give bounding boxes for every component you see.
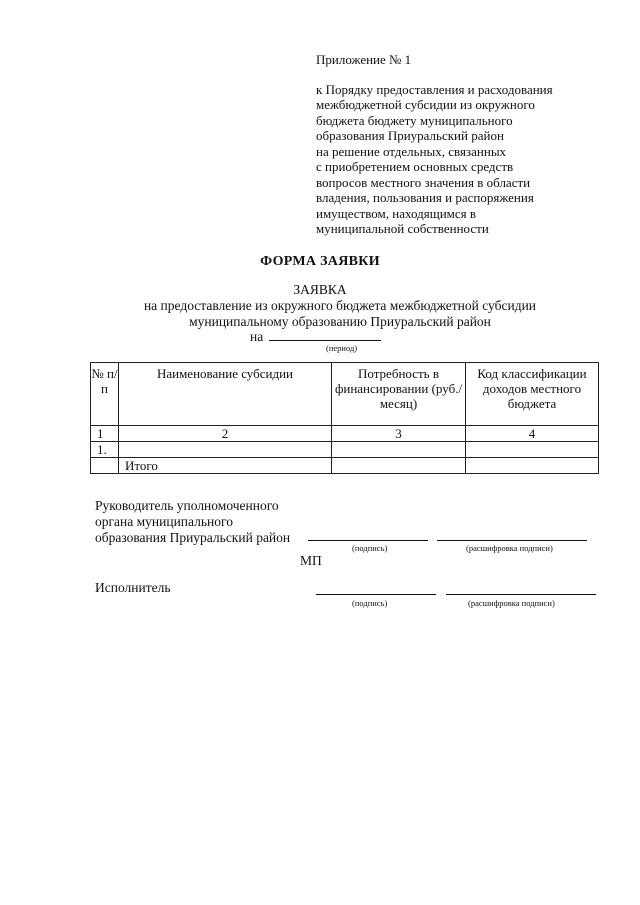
appendix-line: образования Приуральский район <box>316 128 504 143</box>
appendix-line: владения, пользования и распоряжения <box>316 190 534 205</box>
table-row <box>91 442 599 458</box>
table-cell <box>91 458 119 474</box>
appendix-line: межбюджетной субсидии из окружного <box>316 97 535 112</box>
executor-signature-caption: (подпись) <box>352 598 388 608</box>
header-funding-need: Потребность в финансировании (руб./месяц) <box>332 363 466 426</box>
appendix-header <box>316 52 553 237</box>
executor-decoding-line[interactable] <box>446 594 596 595</box>
appendix-line: муниципальной собственности <box>316 221 489 236</box>
period-line[interactable] <box>269 328 381 341</box>
table-header-row <box>91 363 599 426</box>
table-cell[interactable] <box>466 458 599 474</box>
period-prefix: на <box>250 329 264 344</box>
header-classification-code: Код классификации доходов местного бюджета <box>466 363 599 426</box>
table-cell[interactable] <box>466 442 599 458</box>
head-signature-line[interactable] <box>308 540 428 541</box>
appendix-line: имуществом, находящимся в <box>316 205 477 221</box>
table-total-row <box>91 458 599 474</box>
head-signature-caption: (подпись) <box>352 543 388 553</box>
header-number: № п/п <box>91 363 119 426</box>
executor-label: Исполнитель <box>95 580 171 595</box>
column-number: 2 <box>119 426 332 442</box>
table-cell[interactable] <box>332 458 466 474</box>
column-number: 1 <box>91 426 119 442</box>
head-line: органа муниципального <box>95 514 233 529</box>
period-caption: (период) <box>326 343 358 353</box>
appendix-line: бюджета бюджету муниципального <box>316 112 513 128</box>
table-cell[interactable] <box>332 442 466 458</box>
request-subtitle-line2: муниципальному образованию Приуральский район <box>189 314 491 329</box>
stamp-place: МП <box>300 553 322 568</box>
column-number: 3 <box>332 426 466 442</box>
appendix-line: вопросов местного значения в области <box>316 174 531 190</box>
row-index: 1. <box>91 442 119 458</box>
head-decoding-caption: (расшифровка подписи) <box>466 543 553 553</box>
appendix-line: с приобретением основных средств <box>316 159 514 174</box>
appendix-line: к Порядку предоставления и расходования <box>316 81 553 97</box>
form-title: ФОРМА ЗАЯВКИ <box>260 254 380 269</box>
executor-signature-line[interactable] <box>316 594 436 595</box>
column-number: 4 <box>466 426 599 442</box>
request-title: ЗАЯВКА <box>293 282 347 297</box>
head-line: образования Приуральский район <box>95 530 291 545</box>
head-decoding-line[interactable] <box>437 540 587 541</box>
appendix-number: Приложение № 1 <box>316 52 412 67</box>
executor-decoding-caption: (расшифровка подписи) <box>468 598 555 608</box>
head-signatory <box>95 498 290 546</box>
header-subsidy-name: Наименование субсидии <box>119 363 332 426</box>
appendix-line: на решение отдельных, связанных <box>316 143 507 159</box>
head-line: Руководитель уполномоченного <box>95 498 279 513</box>
subsidy-table <box>90 362 599 474</box>
request-subtitle-line1: на предоставление из окружного бюджета межбюджетной субсидии <box>143 298 537 313</box>
total-label: Итого <box>119 458 332 474</box>
table-column-numbers-row <box>91 426 599 442</box>
table-cell[interactable] <box>119 442 332 458</box>
period-field <box>250 328 381 345</box>
